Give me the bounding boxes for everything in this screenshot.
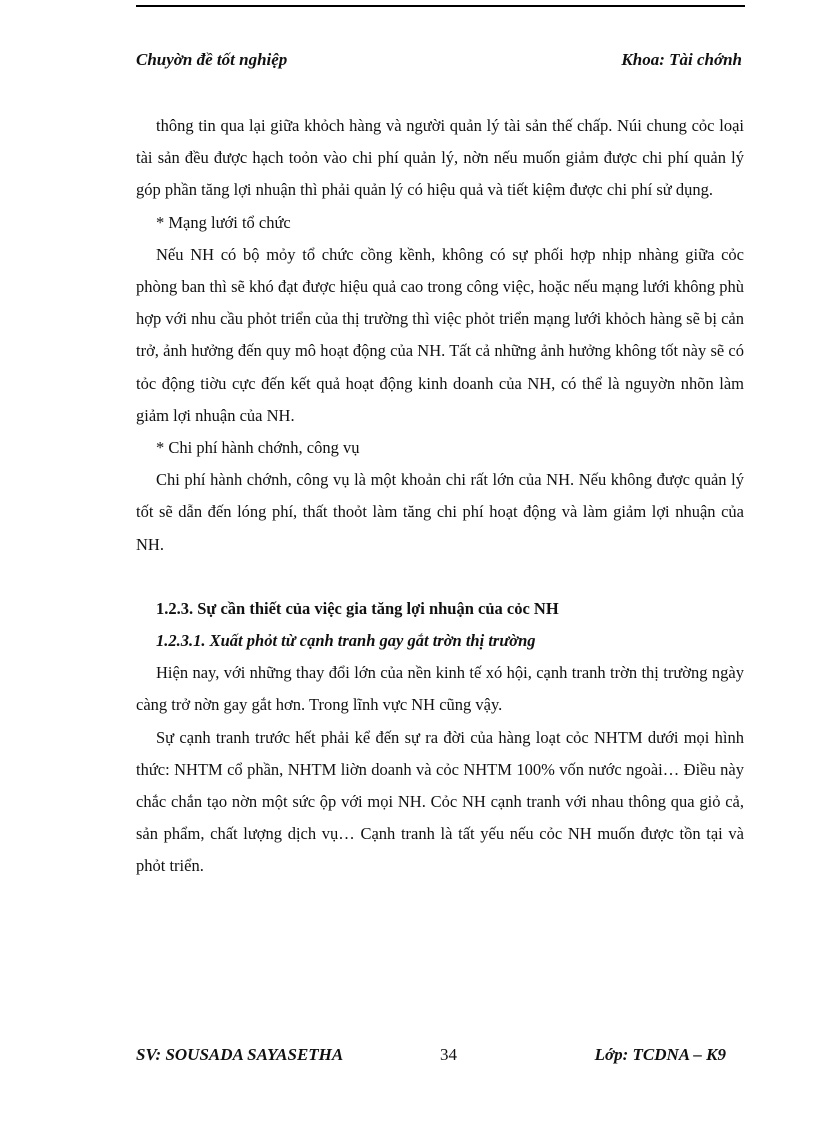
subsection-heading: 1.2.3.1. Xuất phỏt từ cạnh tranh gay gắt trờn thị trường — [156, 631, 536, 651]
page-number: 34 — [440, 1045, 457, 1064]
paragraph: Chi phí hành chớnh, công vụ là một khoản chi rất lớn của NH. Nếu không được quản lý tốt sẽ dẫn đến lóng phí, thất thoỏt làm tăng chi phí hoạt động và làm giảm lợi nhuận của NH. — [136, 470, 744, 554]
paragraph: Sự cạnh tranh trước hết phải kể đến sự ra đời của hàng loạt cỏc NHTM dưới mọi hình thức: NHTM cổ phần, NHTM liờn doanh và cỏc NHTM 100% vốn nước ngoài… Điều này chắc chắn tạo nờn một sức ộp với mọi NH. Cỏc NH cạnh tranh với nhau thông qua giỏ cả, sản phẩm, chất lượng dịch vụ… Cạnh tranh là tất yếu nếu cỏc NH muốn được tồn tại và phỏt triển. — [136, 727, 744, 876]
header-department: Khoa: Tài chớnh — [621, 50, 742, 69]
document-body — [136, 110, 744, 883]
footer-student: SV: SOUSADA SAYASETHA — [136, 1045, 344, 1064]
paragraph: Nếu NH có bộ mỏy tổ chức cồng kềnh, không có sự phối hợp nhịp nhàng giữa cỏc phòng ban thì sẽ khó đạt được hiệu quả cao trong công việc, hoặc nếu mạng lưới không phù hợp với nhu cầu phỏt triển của thị trường thì việc phỏt triển mạng lưới khỏch hàng sẽ bị cản trở, ảnh hưởng đến quy mô hoạt động của NH. Tất cả những ảnh hưởng không tốt này sẽ có tỏc động tiờu cực đến kết quả hoạt động kinh doanh của NH, có thể là nguyờn nhõn làm giảm lợi nhuận của NH. — [136, 244, 744, 425]
paragraph: Hiện nay, với những thay đổi lớn của nền kinh tế xó hội, cạnh tranh trờn thị trường ngày càng trở nờn gay gắt hơn. Trong lĩnh vực NH cũng vậy. — [136, 663, 744, 715]
header-rule — [136, 5, 745, 7]
subsection-label: * Chi phí hành chớnh, công vụ — [156, 438, 360, 458]
subsection-label: * Mạng lưới tổ chức — [156, 212, 291, 232]
paragraph: thông tin qua lại giữa khỏch hàng và người quản lý tài sản thế chấp. Núi chung cỏc loại tài sản đều được hạch toỏn vào chi phí quản lý, nờn nếu muốn giảm được chi phí quản lý góp phần tăng lợi nhuận thì phải quản lý có hiệu quả và tiết kiệm được chi phí sử dụng. — [136, 116, 744, 200]
section-heading: 1.2.3. Sự cần thiết của việc gia tăng lợi nhuận của cỏc NH — [156, 598, 559, 618]
header-title: Chuyờn đề tốt nghiệp — [136, 50, 288, 69]
footer-class: Lớp: TCDNA – K9 — [594, 1045, 726, 1064]
